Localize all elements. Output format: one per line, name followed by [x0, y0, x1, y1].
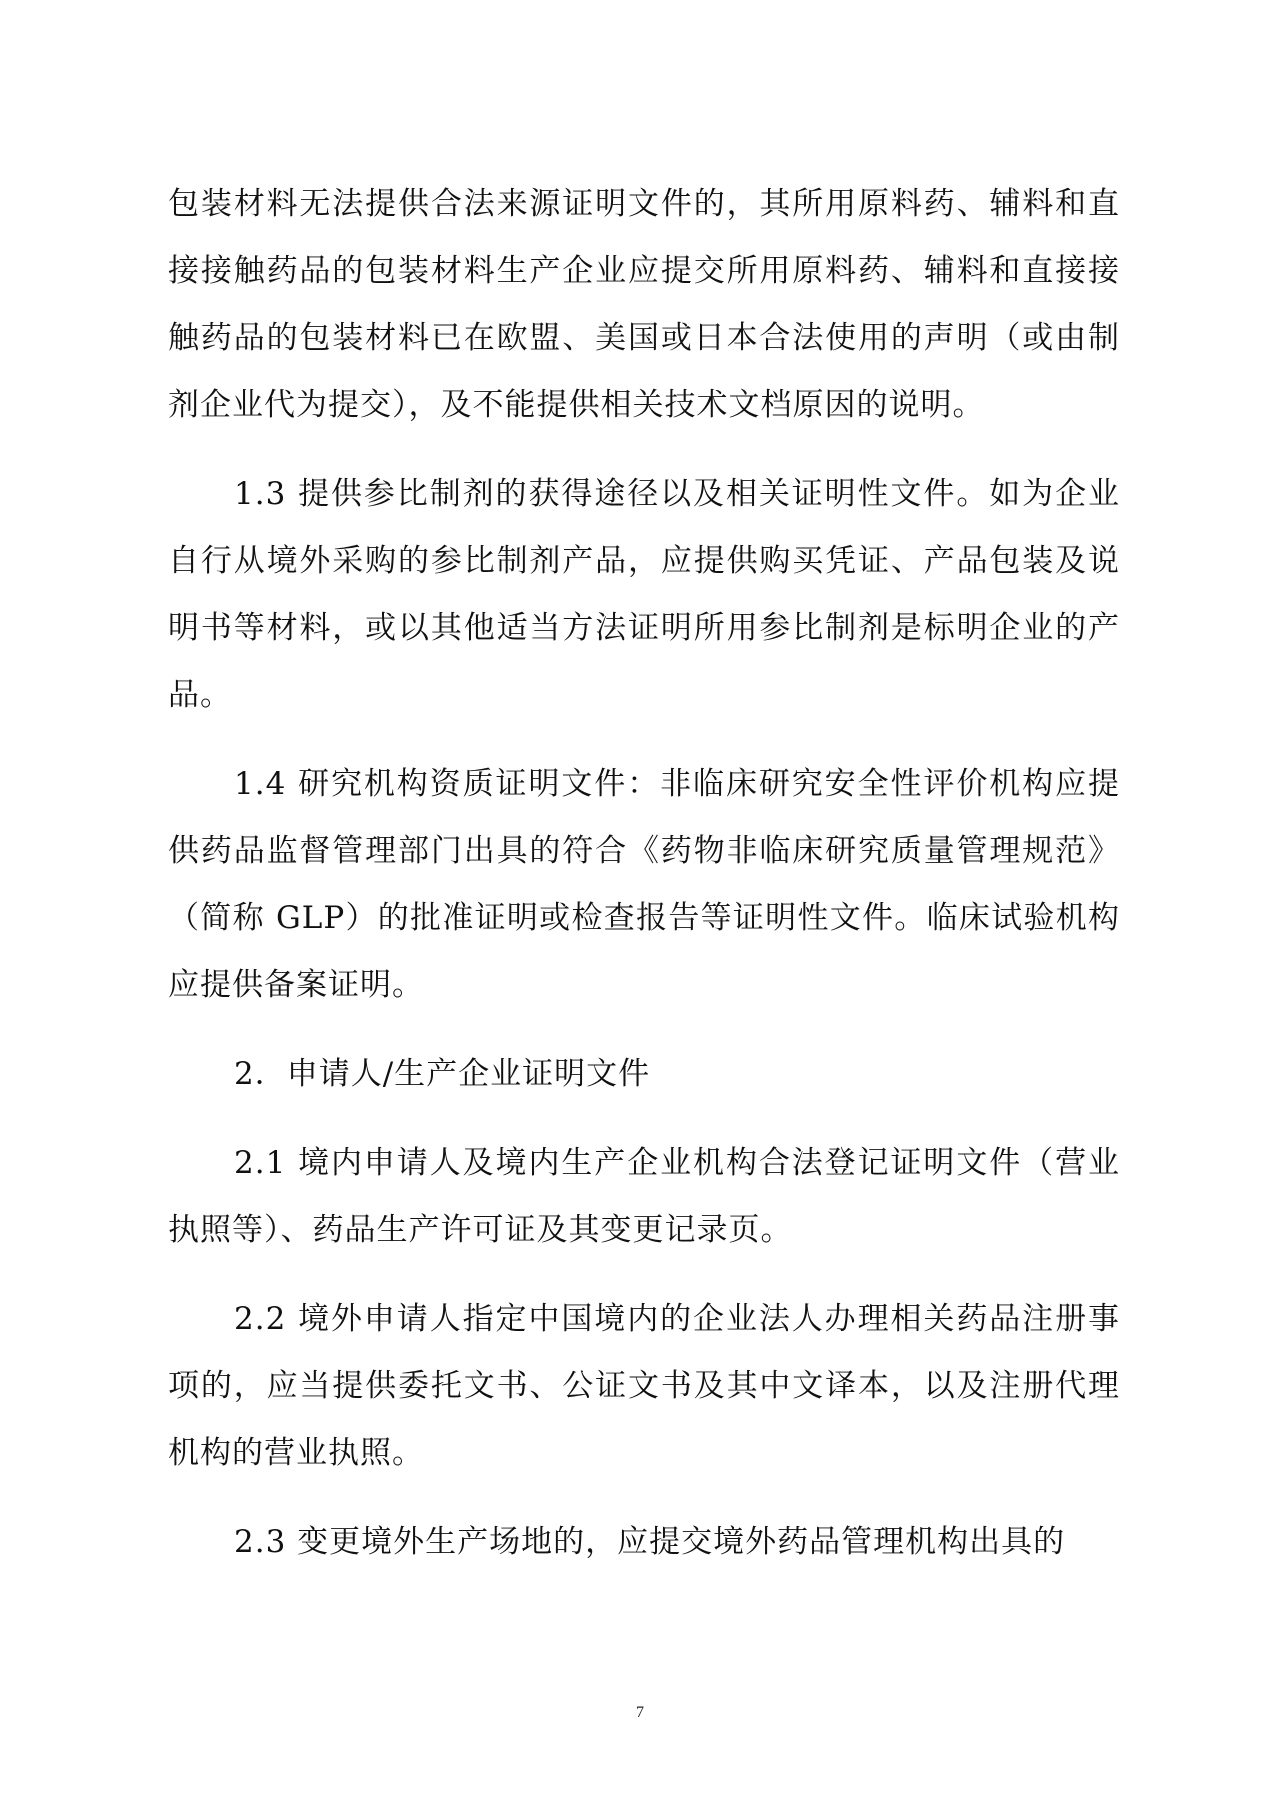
paragraph-2-1: 2.1 境内申请人及境内生产企业机构合法登记证明文件（营业执照等）、药品生产许可证及其变更记录页。 — [168, 1145, 1120, 1248]
paragraph-2-3: 2.3 变更境外生产场地的，应提交境外药品管理机构出具的 — [234, 1524, 1066, 1560]
document-body — [168, 171, 1120, 1598]
section-heading-2: 2．申请人/生产企业证明文件 — [234, 1056, 651, 1092]
paragraph-1-3: 1.3 提供参比制剂的获得途径以及相关证明性文件。如为企业自行从境外采购的参比制剂产品，应提供购买凭证、产品包装及说明书等材料，或以其他适当方法证明所用参比制剂是标明企业的产品。 — [168, 476, 1120, 713]
page-number: 7 — [636, 1704, 644, 1721]
paragraph-1-4: 1.4 研究机构资质证明文件：非临床研究安全性评价机构应提供药品监督管理部门出具的符合《药物非临床研究质量管理规范》（简称 GLP）的批准证明或检查报告等证明性文件。临床试验机构应提供备案证明。 — [168, 766, 1120, 1003]
paragraph-2-2: 2.2 境外申请人指定中国境内的企业法人办理相关药品注册事项的，应当提供委托文书、公证文书及其中文译本，以及注册代理机构的营业执照。 — [168, 1301, 1120, 1471]
paragraph-continuation: 包装材料无法提供合法来源证明文件的，其所用原料药、辅料和直接接触药品的包装材料生产企业应提交所用原料药、辅料和直接接触药品的包装材料已在欧盟、美国或日本合法使用的声明（或由制剂企业代为提交），及不能提供相关技术文档原因的说明。 — [168, 186, 1120, 423]
